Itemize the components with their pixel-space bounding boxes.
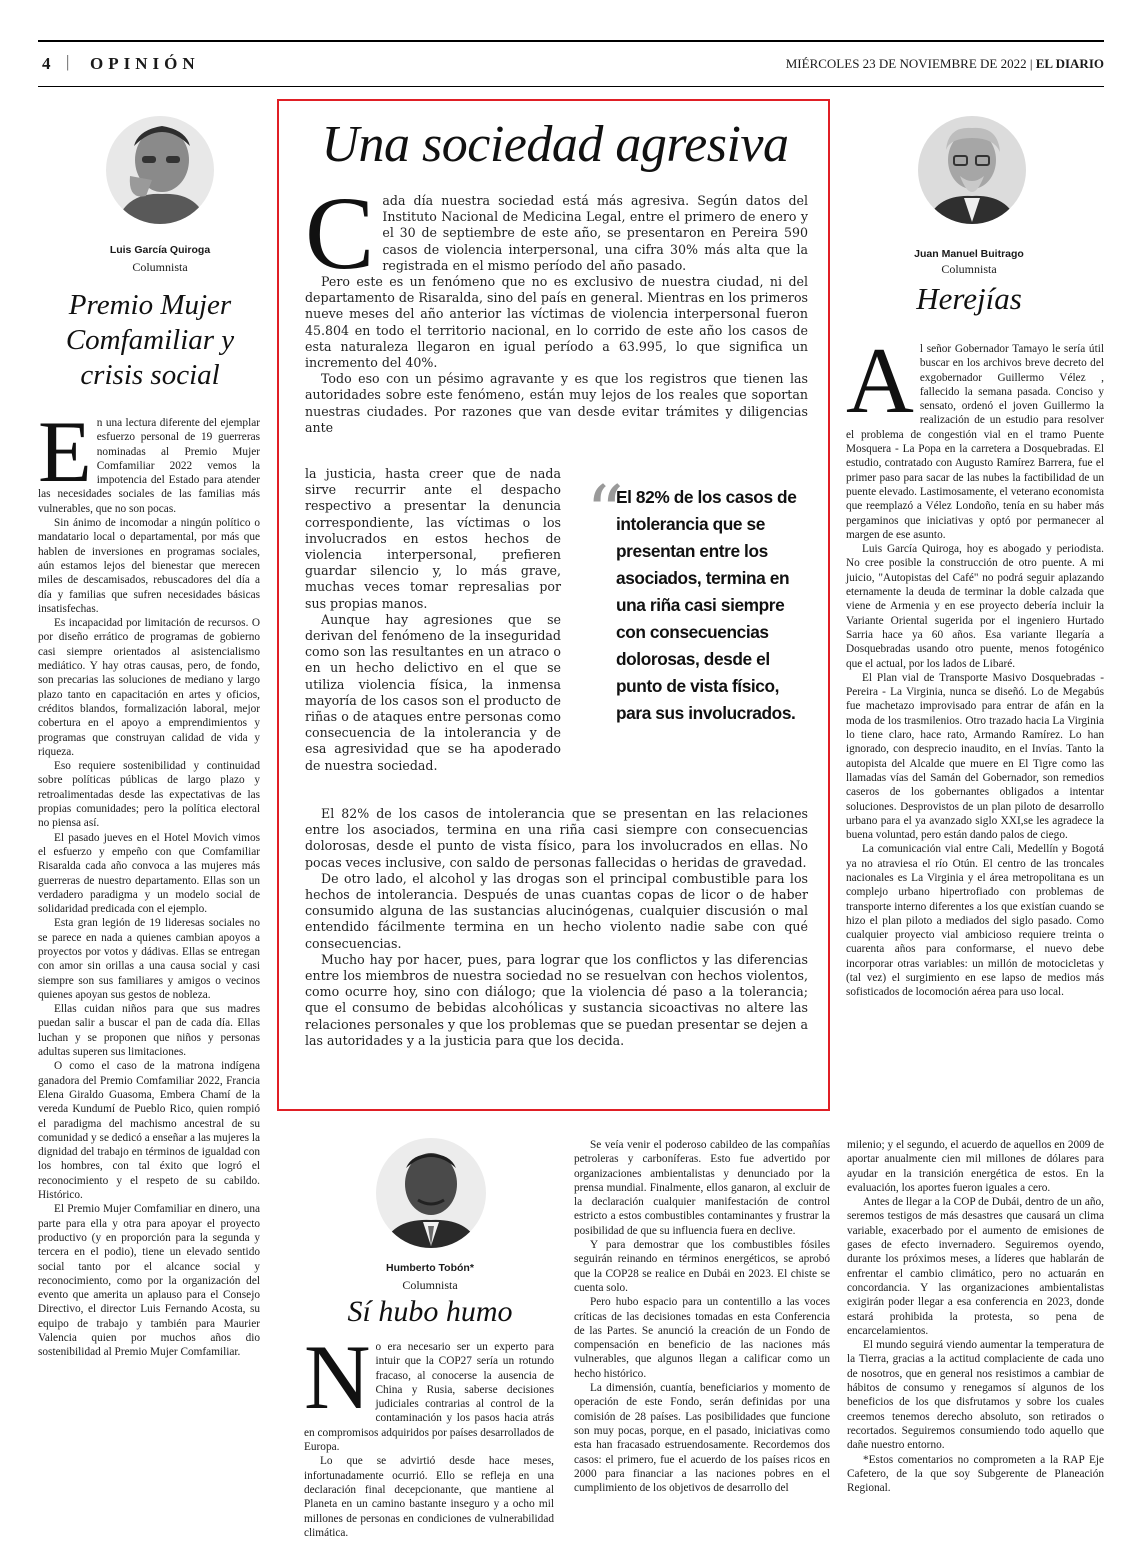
bottom-paragraph-8: Antes de llegar a la COP de Dubái, dentro de un año, seremos testigos de más desastres que causará un clima variable, exacerbado por el aumento de emisiones de gases de efecto invernadero. Seguiremos oyendo, durante los próximos meses, a líderes que hablarán de enfrentar el cambio climático, pero no actuarán en concordancia. Y las organizaciones ambientalistas exigirán poder llegar a esa conferencia en 2023, donde estará prohibida la protesta, so pena de encarcelamientos. [847,1196,1104,1337]
avatar-juan-manuel-buitrago [918,116,1026,224]
author-name: Humberto Tobón* [386,1262,474,1274]
editorial-paragraph-1: ada día nuestra sociedad está más agresiva. Según datos del Instituto Nacional de Medicina Legal, entre el primero de enero y el 30 de septiembre de este año, se presentaron en Pereira 590 casos de violencia interpersonal, una cifra 30% más alta que la registrada en el mismo período del año pasado. [382,193,808,273]
editorial-paragraph-2: Pero este es un fenómeno que no es exclusivo de nuestra ciudad, ni del departamento de Risaralda, sino del país en general. Mientras en los primeros nueve meses del año anterior las víctimas de violencia interpersonal fueron 45.804 en todo el territorio nacional, en lo corrido de este año los casos de esta naturaleza llegaron en igual período a 63.995, lo que significa un incremento del 40%. [305,274,808,371]
right-column-body [846,329,1104,1000]
issue-date: MIÉRCOLES 23 DE NOVIEMBRE DE 2022 | [785,56,1033,71]
left-paragraph-5: El pasado jueves en el Hotel Movich vimos el esfuerzo y empeño con que Comfamiliar Risaralda cada año convoca a las mujeres más guerreras de nuestro departamento. Ellas son un verdadero paradigma y un modelo social de solidaridad predicada con el ejemplo. [38,831,260,916]
bottom-paragraph-1: o era necesario ser un experto para intuir que la COP27 sería un rotundo fracaso, al conocerse la ausencia de China y Rusia, saberse decisiones judiciales contrarias al control de la contaminación y los pasos hacia atrás en compromisos adquiridos por países desarrollados de Europa. [304,1341,554,1454]
bottom-dropcap: N [304,1326,371,1428]
editorial-paragraph-3-cont: la justicia, hasta creer que de nada sirve recurrir ante el despacho respectivo a presentar la denuncia correspondiente, las víctimas o los involucrados en estos hechos de violencia interpersonal, prefieren guardar silencio y, lo más grave, muchas veces tomar represalias por sus propias manos. [305,466,561,611]
editorial-title: Una sociedad agresiva [321,116,789,173]
column-title: Herejías [916,281,1022,316]
editorial-closing [305,806,808,1049]
bottom-paragraph-6: La dimensión, cuantía, beneficiarios y momento de operación de este Fondo, serán definidas por una comisión de 28 países. Las posibilidades que funcione son muy pocas, porque, en el pasado, iniciativas como esta han fracasado estruendosamente. Recordemos dos casos: el primero, fue el acuerdo de los países ricos en 2000 para financiar a las naciones pobres en el cumplimiento de los objetivos de desarrollo del [574,1382,830,1495]
header-top-rule [38,40,1104,42]
right-paragraph-2: Luis García Quiroga, hoy es abogado y periodista. No cree posible la construcción de otro puente. A mi juicio, "Autopistas del Café" no podrá seguir aplazando eternamente la deuda de terminar la doble calzada que viene de Armenia y en ese proyecto debería incluir la Variante Oriental sugerida por el ingeniero Hurtado Sarria hace ya 60 años. Esa variante llegaría a Dosquebradas usando otro puente, menos fotogénico que el actual, por los lados de Libaré. [846,543,1104,670]
header-separator: | [66,52,70,71]
left-dropcap: E [38,404,92,501]
bottom-paragraph-3: Se veía venir el poderoso cabildeo de las compañías petroleras y carboníferas. Esto fue advertido por organizaciones ambientalistas y denunciado por la prensa mundial. Finalmente, ellos ganaron, al excluir de la declaración cualquier manifestación de control estricto a estos combustibles contaminantes y frustrar la posibilidad de que su influencia fuera en declive. [574,1139,830,1237]
editorial-paragraph-3: Todo eso con un pésimo agravante y es que los registros que tienen las autoridades sobre este fenómeno, están muy lejos de los reales que soportan nuestras ciudades. Por razones que van desde evitar trámites y diligencias ante [305,371,808,435]
right-paragraph-4: La comunicación vial entre Cali, Medellín y Bogotá ya no atraviesa el río Otún. El centro de las troncales nacionales es La Virginia y el área metropolitana es un complejo urbano hipertrofiado con problemas de transporte interno diferentes a los que existían cuando se hizo el plan piloto a mediados del siglo pasado. Como cualquier proyecto vial ambicioso requiere treinta o cuarenta años para conformarse, el nuevo debe incorporar otras variables: un millón de motocicletas y (tal vez) el surgimiento en ese lapso de medios más sofisticados de locomoción aérea para uso local. [846,843,1104,999]
left-paragraph-2: Sin ánimo de incomodar a ningún político o mandatario local o departamental, por más que hablen de inversiones en programas sociales, aún estamos lejos del bienestar que merecen miles de descamisados, rebuscadores del día a día y familias que sufren necesidades básicas insatisfechas. [38,517,260,615]
portrait-photo [918,116,1026,224]
editorial-narrow-column [305,466,561,774]
header-bottom-rule [38,86,1104,87]
bottom-paragraph-9: El mundo seguirá viendo aumentar la temperatura de la Tierra, gracias a la actitud complaciente de cada uno de nosotros, que en general nos resistimos a cambiar de hábitos de consumo y renegamos sí algunos de los beneficios de los que disfrutamos y sobre los cuales creemos tenemos derecho absoluto, son retirados o recortados. Seguiremos consumiendo todo aquello que dañe nuestro entorno. [847,1339,1104,1452]
quote-mark-icon: “ [586,470,624,556]
editorial-paragraph-7: Mucho hay por hacer, pues, para lograr que los conflictos y las diferencias entre los miembros de nuestra sociedad no se resuelvan con hechos violentos, como ocurre hoy, sino con diálogo; que la violencia dé paso a la tolerancia; que el consumo de bebidas alcohólicas y sustancia sicoactivas no altere las relaciones personales y que los problemas que se puedan presentar se dejen a las autoridades y a la justicia para que los decida. [305,951,808,1048]
pull-quote [586,470,812,727]
page-number: 4 [42,54,52,73]
editorial-paragraph-4: Aunque hay agresiones que se derivan del fenómeno de la inseguridad como son las resultantes en un atraco o en un hecho delictivo en el que se utiliza violencia física, la inmensa mayoría de los casos son el producto de riñas o de ataques entre personas como consecuencia de la intolerancia y de esa agresividad que se ha apoderado de nuestra sociedad. [305,611,561,773]
left-column-body [38,404,260,1360]
editorial-dropcap: C [305,176,375,291]
portrait-photo [106,116,214,224]
bottom-paragraph-4: Y para demostrar que los combustibles fósiles seguirán reinando en términos energéticos, se aprobó que la COP28 se realice en Dubái en 2023. El chiste se cuenta solo. [574,1239,830,1294]
column-title: Sí hubo humo [347,1295,513,1328]
bottom-column-2 [574,1138,830,1495]
left-paragraph-6: Esta gran legión de 19 lideresas sociales no se parece en nada a quienes cambian apoyos a proyectos por votos y dádivas. Ellas se entregan con amor sin orillas a una causa social y casi siempre son sus familiares y amigos o vecinos quienes apoyan sus gestos de nobleza. [38,917,260,1001]
avatar-humberto-tobon [376,1138,486,1248]
editorial-paragraph-6: De otro lado, el alcohol y las drogas son el principal combustible para los hechos de intolerancia. Después de unas cuantas copas de licor o de haber consumido alguna de las sustancias alucinógenas, cualquier discusión o mal entendido fácilmente termina en un hecho violento nadie sabe con qué consecuencias. [305,870,808,951]
left-paragraph-4: Eso requiere sostenibilidad y continuidad sobre políticas públicas de largo plazo y retroalimentadas desde las expectativas de las propias comunidades; pero la política electoral no piensa así. [38,760,260,830]
author-name: Luis García Quiroga [109,244,211,256]
author-role: Columnista [132,260,188,274]
bottom-footnote: *Estos comentarios no comprometen a la RAP Eje Cafetero, de la que soy Subgerente de Planeación Regional. [847,1453,1104,1495]
author-name: Juan Manuel Buitrago [914,248,1024,260]
left-paragraph-3: Es incapacidad por limitación de recursos. O por diseño errático de programas de gobierno casi siempre orientados al asistencialismo mediático. Y hay otras causas, pero, de fondo, son precarias las soluciones de mediano y largo plazo tanto en capacitación en artes y oficios, créditos blandos, formalización laboral, mejor cobertura en el apoyo a emprendimientos y programas que construyan calidad de vida y riqueza. [38,617,260,758]
right-dropcap: A [846,329,914,433]
right-paragraph-1: l señor Gobernador Tamayo le sería útil buscar en los archivos breve decreto del exgobernador Guillermo Vélez , fallecido la semana pasada. Conciso y sensato, ordenó el joven Guillermo la realización de un estudio para resolver el problema de congestión vial en el tramo Puente Mosquera - La Popa en la carretera a Dosquebradas. El estudio, contratado con Augusto Ramírez Barrera, fue el primer paso para sacar de las nubes la factibilidad de un puente elevado. Lastimosamente, el veterano economista que reemplazó a Vélez Londoño, tenía en su haber más pergaminos que iniciativas y optó por permanecer al margen de ese asunto. [846,343,1104,541]
bottom-paragraph-7: milenio; y el segundo, el acuerdo de aquellos en 2009 de aportar anualmente cien mil millones de dólares para ayudar en la transición energética de estos. En la evaluación, los aportes fueron iguales a cero. [847,1139,1104,1194]
left-paragraph-9: El Premio Mujer Comfamiliar en dinero, una parte para ella y otra para apoyar el proyecto productivo (y en proporción para la segunda y tercera en el podio), tiene un elevado sentido social tanto por el alcance social y reconocimiento, como por la organización del evento que amerita un aplauso para el Consejo Directivo, el director Luis Fernando Acosta, su equipo de trabajo y también para Maurier Valencia quien por muchos años dio sostenibilidad al Premio Mujer Comfamiliar. [38,1203,260,1359]
author-role: Columnista [402,1278,458,1292]
dateline [786,56,1104,72]
newspaper-name: EL DIARIO [1035,56,1104,71]
bottom-column-1 [304,1326,554,1540]
column-title: Premio Mujer Comfamiliar y crisis social [65,289,235,391]
section-name: OPINIÓN [90,54,200,73]
editorial-paragraph-5: El 82% de los casos de intolerancia que se presentan en las relaciones entre los asociados, termina en una riña casi siempre con consecuencias dolorosas, desde el punto de vista físico, para los involucrados en ellas. No pocas veces inclusive, con saldo de personas fallecidas o heridas de gravedad. [305,806,808,870]
author-role: Columnista [941,262,997,276]
right-paragraph-3: El Plan vial de Transporte Masivo Dosquebradas -Pereira - La Virginia, nunca se diseñó. Lo de Megabús fue machetazo improvisado para entrar de afán en la moda de los trasmilenios. Otro trazado hacia La Virginia lo tiene claro, hace rato, Armando Ramírez. Lo han ignorado, con desprecio inaudito, en el Invías. Tanto la autopista del Alcalde que muere en El Tigre como las llamadas vías del Samán del Gobernador, son remedios caseros de los gobernantes obligados a intentar soluciones. Desprovistos de un plan piloto de desarrollo urbano para el ya avanzado siglo XXI,se les agradece la buena voluntad, pero están dando palos de ciego. [846,671,1104,842]
pull-quote-text: El 82% de los casos de intolerancia que se presentan entre los asociados, termina en una riña casi siempre con consecuencias dolorosas, desde el punto de vista físico, para sus involucrados. [616,487,797,723]
bottom-column-3 [847,1138,1104,1495]
avatar-luis-garcia-quiroga [106,116,214,224]
bottom-paragraph-2: Lo que se advirtió desde hace meses, infortunadamente ocurrió. Ello se refleja en una declaración final decepcionante, que mantiene al Planeta en un camino bastante inseguro y a ocho mil millones de personas en condiciones de vulnerabilidad climática. [304,1455,554,1539]
bottom-paragraph-5: Pero hubo espacio para un contentillo a las voces críticas de las decisiones tomadas en esta Conferencia de las Partes. Se anunció la creación de un Fondo de compensación en beneficio de las naciones más vulnerables, que algunos llegan a calificar como un hecho histórico. [574,1296,830,1380]
left-paragraph-7: Ellas cuidan niños para que sus madres puedan salir a buscar el pan de cada día. Ellas luchan y se proponen que niños y personas adultas superen sus limitaciones. [38,1003,260,1059]
portrait-photo [376,1138,486,1248]
left-paragraph-8: O como el caso de la matrona indígena ganadora del Premio Comfamiliar 2022, Francia Elena Giraldo Guasoma, Embera Chamí de la vereda Kundumí de Pueblo Rico, quien rompió el paradigma del machismo ancestral de su comunidad y se dedicó a enseñar a las mujeres la dignidad del trabajo en términos de igualdad con los hombres, con tal éxito que logró el reconocimiento y el respeto de su cabildo. Histórico. [38,1060,260,1202]
editorial-intro [305,176,808,436]
left-paragraph-1: n una lectura diferente del ejemplar esfuerzo personal de 19 guerreras nominadas al Premio Mujer Comfamiliar 2022 vemos la impotencia del Estado para atender las necesidades sociales de las familias más vulnerables, que no son pocas. [38,417,260,515]
